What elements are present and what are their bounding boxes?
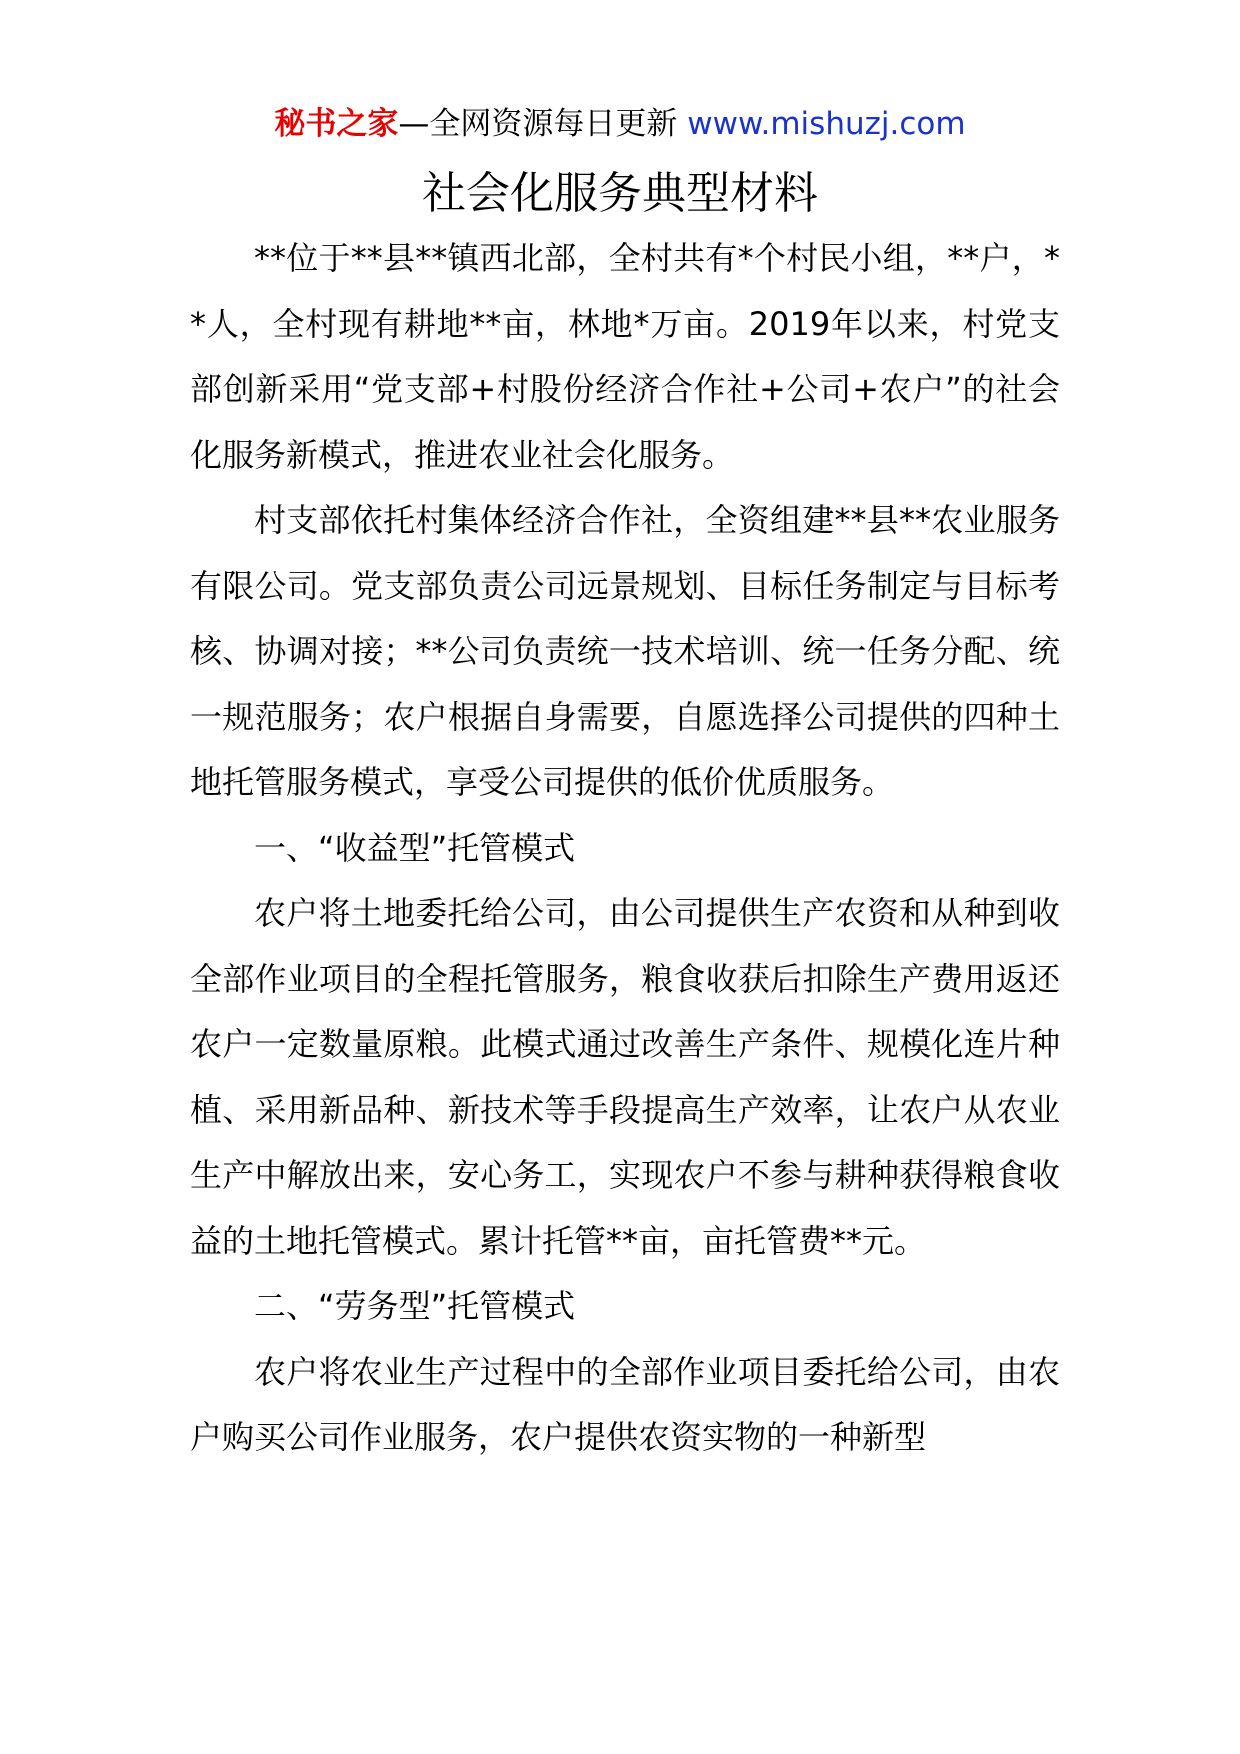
document-body <box>190 226 1060 1471</box>
site-url-link[interactable]: www.mishuzj.com <box>687 106 966 142</box>
site-header <box>0 102 1240 146</box>
document-title: 社会化服务典型材料 <box>422 168 818 219</box>
paragraph-company: 村支部依托村集体经济合作社，全资组建**县**农业服务有限公司。党支部负责公司远景规划、目标任务制定与目标考核、协调对接；**公司负责统一技术培训、统一任务分配、统一规范服务；农户根据自身需要，自愿选择公司提供的四种土地托管服务模式，享受公司提供的低价优质服务。 <box>190 501 1060 801</box>
paragraph-intro: **位于**县**镇西北部，全村共有*个村民小组，**户，**人，全村现有耕地**亩，林地*万亩。2019年以来，村党支部创新采用“党支部+村股份经济合作社+公司+农户”的社会化服务新模式，推进农业社会化服务。 <box>190 239 1060 474</box>
section-heading-income-model: 一、“收益型”托管模式 <box>254 828 576 867</box>
site-brand: 秘书之家 <box>274 106 399 142</box>
paragraph-labor-model: 农户将农业生产过程中的全部作业项目委托给公司，由农户购买公司作业服务，农户提供农资实物的一种新型 <box>190 1352 1060 1456</box>
site-tagline: —全网资源每日更新 <box>398 106 688 142</box>
section-heading-labor-model: 二、“劳务型”托管模式 <box>254 1287 576 1325</box>
paragraph-income-model: 农户将土地委托给公司，由公司提供生产农资和从种到收全部作业项目的全程托管服务，粮食收获后扣除生产费用返还农户一定数量原粮。此模式通过改善生产条件、规模化连片种植、采用新品种、新技术等手段提高生产效率，让农户从农业生产中解放出来，安心务工，实现农户不参与耕种获得粮食收益的土地托管模式。累计托管**亩，亩托管费**元。 <box>190 894 1060 1260</box>
